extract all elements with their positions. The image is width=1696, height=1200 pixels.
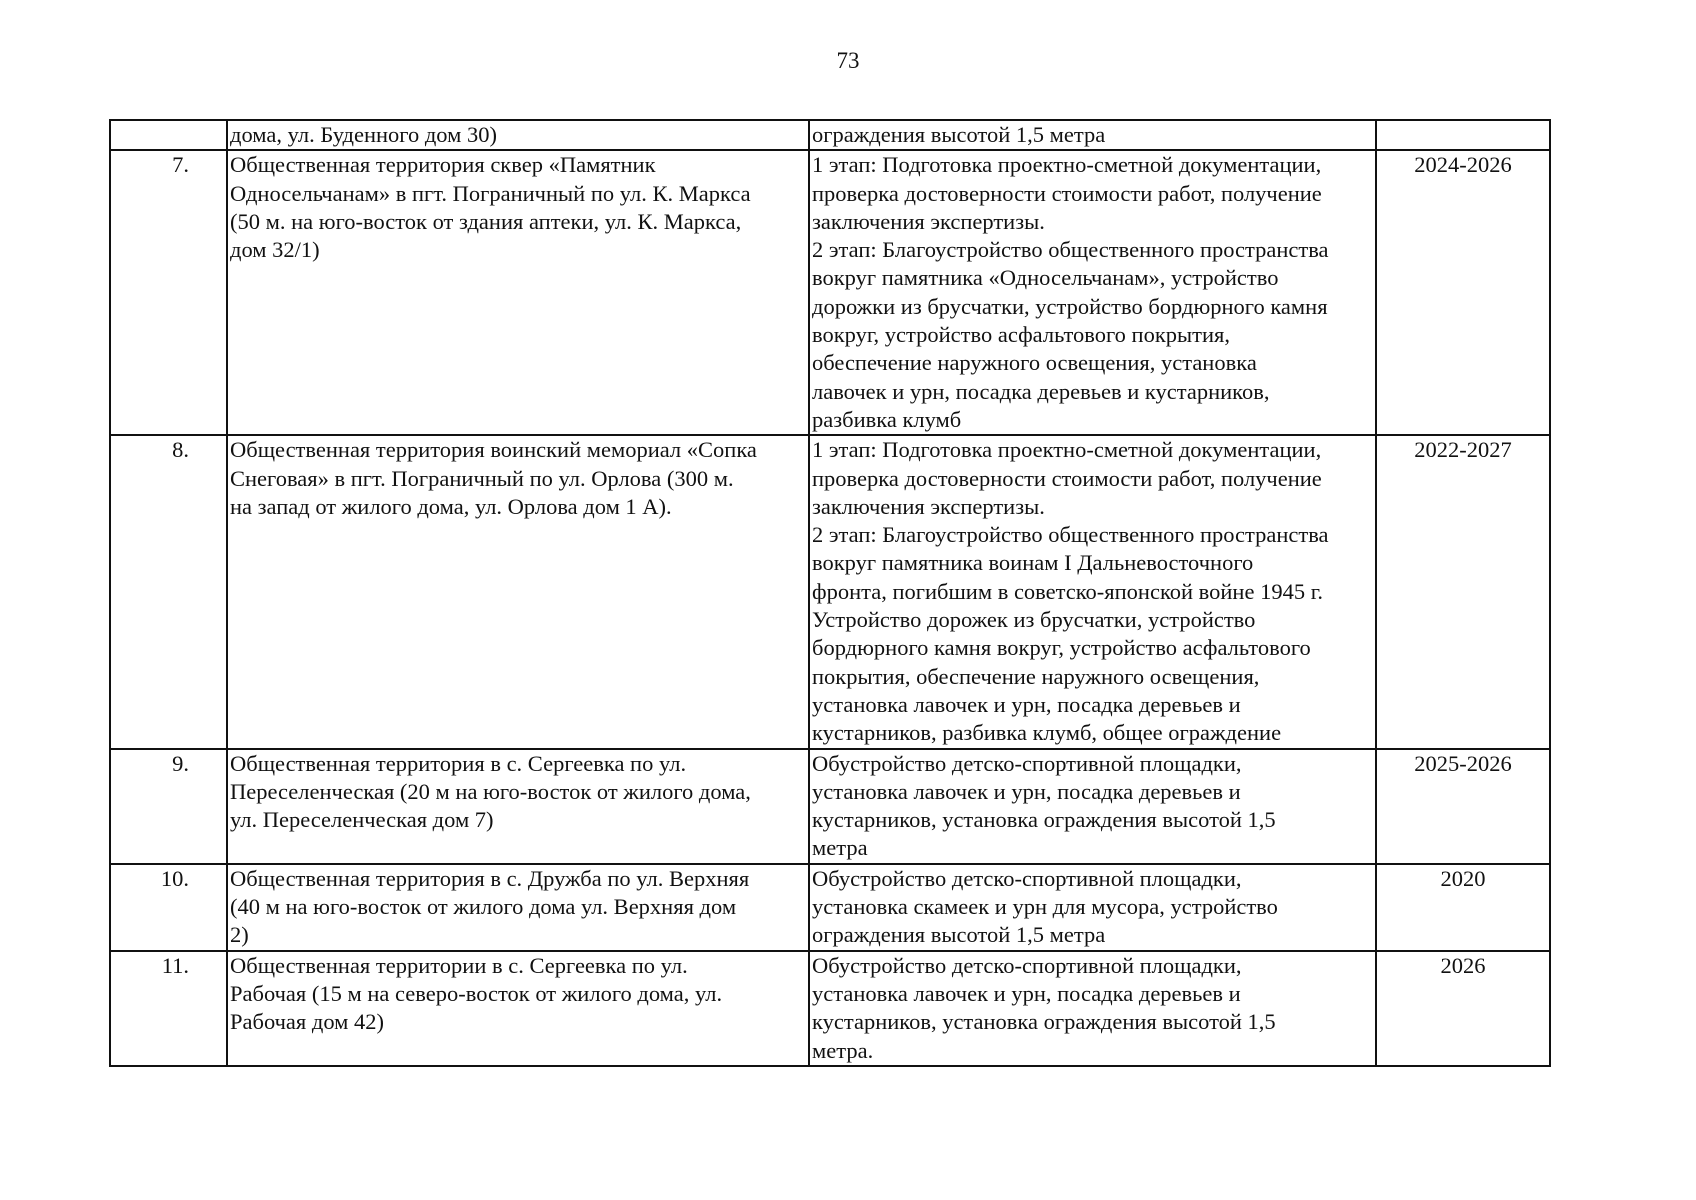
works-description-line: Обустройство детско-спортивной площадки,: [812, 952, 1242, 978]
works-description-line: вокруг, устройство асфальтового покрытия,: [812, 322, 1230, 348]
row-number-cell: 9.: [110, 749, 227, 864]
works-description-line: бордюрного камня вокруг, устройство асфальтового: [812, 635, 1311, 661]
table-row: [110, 951, 1550, 1066]
table-row: [110, 864, 1550, 951]
territory-name-line: Рабочая (15 м на северо-восток от жилого дома, ул.: [230, 980, 723, 1006]
works-description-line: покрытия, обеспечение наружного освещения,: [812, 663, 1260, 689]
territory-name-line: дома, ул. Буденного дом 30): [230, 122, 497, 147]
works-description-line: заключения экспертизы.: [812, 493, 1045, 519]
years-cell: 2020: [1376, 864, 1550, 951]
works-description-line: кустарников, установка ограждения высотой 1,5: [812, 807, 1276, 833]
territory-name-line: (50 м. на юго-восток от здания аптеки, ул. К. Маркса,: [230, 208, 742, 234]
row-number-cell: 11.: [110, 951, 227, 1066]
territory-name-line: дом 32/1): [230, 237, 320, 263]
territory-name-line: 2): [230, 922, 249, 948]
territory-name-cell: [227, 951, 809, 1066]
works-table-body: [110, 120, 1550, 1066]
works-description-line: установка лавочек и урн, посадка деревьев и: [812, 691, 1241, 717]
territory-name-line: Односельчанам» в пгт. Пограничный по ул. К. Маркса: [230, 180, 751, 206]
works-description-line: Устройство дорожек из брусчатки, устройство: [812, 607, 1256, 633]
works-description-line: установка скамеек и урн для мусора, устройство: [812, 894, 1278, 920]
row-number-cell: 8.: [110, 435, 227, 748]
table-row: [110, 435, 1550, 748]
territory-name-cell: [227, 864, 809, 951]
table-row: [110, 150, 1550, 435]
works-description-line: вокруг памятника «Односельчанам», устройство: [812, 265, 1279, 291]
page-number: 73: [836, 48, 860, 73]
works-description-line: 1 этап: Подготовка проектно-сметной документации,: [812, 437, 1322, 463]
works-description-line: проверка достоверности стоимости работ, получение: [812, 465, 1322, 491]
territory-name-line: Общественная территория в с. Дружба по ул. Верхняя: [230, 865, 750, 891]
table-row: [110, 749, 1550, 864]
works-description-cell: [809, 951, 1376, 1066]
territory-name-cell: [227, 120, 809, 150]
works-description-line: лавочек и урн, посадка деревьев и кустарников,: [812, 378, 1270, 404]
works-description-cell: [809, 749, 1376, 864]
territory-name-cell: [227, 435, 809, 748]
years-cell: [1376, 120, 1550, 150]
works-description-line: кустарников, установка ограждения высотой 1,5: [812, 1009, 1276, 1035]
works-description-line: Обустройство детско-спортивной площадки,: [812, 865, 1242, 891]
territory-name-line: на запад от жилого дома, ул. Орлова дом 1 А).: [230, 493, 672, 519]
works-description-cell: [809, 120, 1376, 150]
works-table: [109, 119, 1551, 1067]
territory-name-line: ул. Переселенческая дом 7): [230, 807, 494, 833]
years-cell: 2022-2027: [1376, 435, 1550, 748]
territory-name-line: Снеговая» в пгт. Пограничный по ул. Орлова (300 м.: [230, 465, 734, 491]
works-description-line: Обустройство детско-спортивной площадки,: [812, 750, 1242, 776]
row-number-cell: 10.: [110, 864, 227, 951]
works-description-line: вокруг памятника воинам I Дальневосточного: [812, 550, 1254, 576]
works-description-line: метра.: [812, 1037, 874, 1063]
years-cell: 2025-2026: [1376, 749, 1550, 864]
territory-name-line: Общественная территории в с. Сергеевка по ул.: [230, 952, 688, 978]
years-cell: 2026: [1376, 951, 1550, 1066]
works-description-line: дорожки из брусчатки, устройство бордюрного камня: [812, 293, 1328, 319]
works-description-line: фронта, погибшим в советско-японской войне 1945 г.: [812, 578, 1324, 604]
works-description-line: проверка достоверности стоимости работ, получение: [812, 180, 1322, 206]
row-number-cell: [110, 120, 227, 150]
works-description-line: установка лавочек и урн, посадка деревьев и: [812, 778, 1241, 804]
works-description-line: 2 этап: Благоустройство общественного пространства: [812, 237, 1329, 263]
territory-name-line: Общественная территория сквер «Памятник: [230, 152, 656, 178]
works-description-line: кустарников, разбивка клумб, общее ограждение: [812, 720, 1282, 746]
works-description-line: ограждения высотой 1,5 метра: [812, 122, 1106, 147]
works-description-line: 1 этап: Подготовка проектно-сметной документации,: [812, 152, 1322, 178]
row-number-cell: 7.: [110, 150, 227, 435]
territory-name-cell: [227, 749, 809, 864]
works-description-line: 2 этап: Благоустройство общественного пространства: [812, 522, 1329, 548]
works-description-cell: [809, 864, 1376, 951]
territory-name-cell: [227, 150, 809, 435]
territory-name-line: Переселенческая (20 м на юго-восток от жилого дома,: [230, 778, 751, 804]
territory-name-line: Общественная территория в с. Сергеевка по ул.: [230, 750, 687, 776]
works-description-line: разбивка клумб: [812, 406, 962, 432]
territory-name-line: Общественная территория воинский мемориал «Сопка: [230, 437, 757, 463]
works-description-line: обеспечение наружного освещения, установка: [812, 350, 1257, 376]
works-description-cell: [809, 435, 1376, 748]
works-description-line: установка лавочек и урн, посадка деревьев и: [812, 980, 1241, 1006]
works-description-line: метра: [812, 835, 868, 861]
territory-name-line: (40 м на юго-восток от жилого дома ул. Верхняя дом: [230, 894, 737, 920]
works-description-line: ограждения высотой 1,5 метра: [812, 922, 1106, 948]
table-row: [110, 120, 1550, 150]
territory-name-line: Рабочая дом 42): [230, 1009, 385, 1035]
years-cell: 2024-2026: [1376, 150, 1550, 435]
works-description-cell: [809, 150, 1376, 435]
works-description-line: заключения экспертизы.: [812, 208, 1045, 234]
